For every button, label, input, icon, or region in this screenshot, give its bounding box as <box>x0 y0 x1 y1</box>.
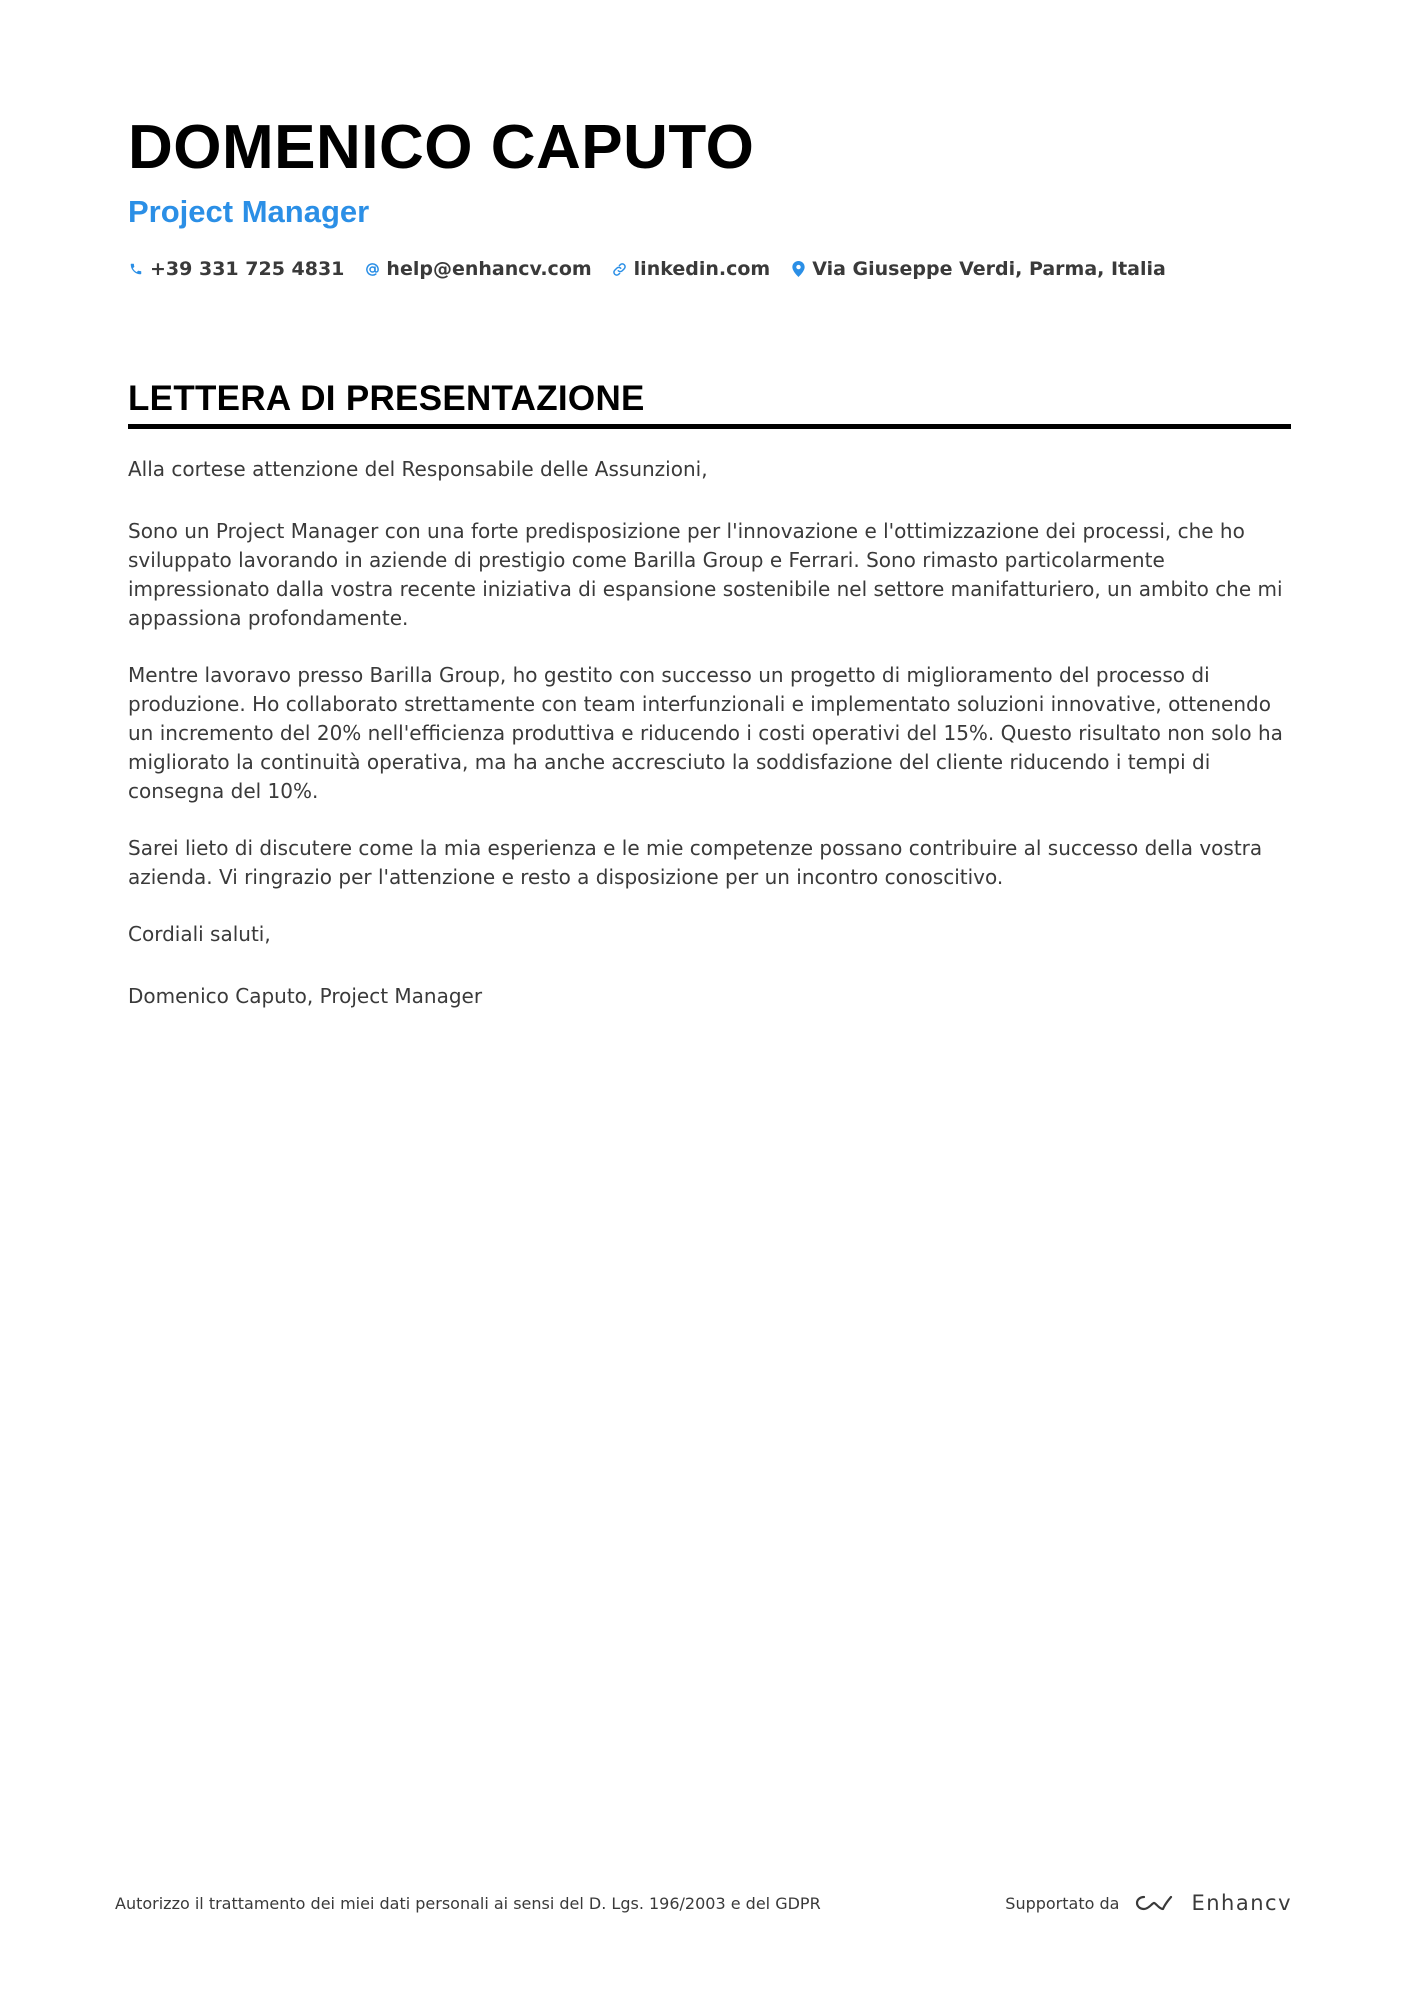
candidate-name: DOMENICO CAPUTO <box>128 113 755 182</box>
section-divider <box>128 424 1291 429</box>
powered-by[interactable] <box>1005 1891 1292 1915</box>
privacy-consent: Autorizzo il trattamento dei miei dati personali ai sensi del D. Lgs. 196/2003 e del GDPR <box>115 1893 821 1913</box>
letter-closing: Cordiali saluti, <box>128 922 271 946</box>
enhancv-logo-icon <box>1131 1891 1177 1915</box>
page-footer <box>115 1891 1292 1915</box>
phone-text: +39 331 725 4831 <box>150 258 345 280</box>
cover-letter-page <box>128 108 1291 1039</box>
phone-icon <box>128 260 144 278</box>
letter-salutation: Alla cortese attenzione del Responsabile delle Assunzioni, <box>128 457 708 481</box>
location-pin-icon <box>790 260 806 278</box>
letter-signature: Domenico Caputo, Project Manager <box>128 984 483 1008</box>
contact-linkedin[interactable] <box>612 258 771 280</box>
linkedin-text: linkedin.com <box>633 258 771 280</box>
link-icon <box>612 260 628 278</box>
candidate-role: Project Manager <box>128 194 370 229</box>
letter-paragraph: Sono un Project Manager con una forte predisposizione per l'innovazione e l'ottimizzazione dei processi, che ho sviluppato lavorando in aziende di prestigio come Barilla Group e Ferrari. Sono rimasto particolarmente impressionato dalla vostra recente iniziativa di espansione sostenibile nel settore manifatturiero, un ambito che mi appassiona profondamente. <box>128 519 1283 630</box>
letter-body <box>128 455 1291 1011</box>
contact-bar <box>128 254 1291 284</box>
powered-by-label: Supportato da <box>1005 1893 1120 1913</box>
section-title: LETTERA DI PRESENTAZIONE <box>128 379 645 418</box>
contact-location <box>790 258 1166 280</box>
email-text: help@enhancv.com <box>386 258 592 280</box>
letter-paragraph: Sarei lieto di discutere come la mia esperienza e le mie competenze possano contribuire al successo della vostra azienda. Vi ringrazio per l'attenzione e resto a disposizione per un incontro conoscitivo. <box>128 836 1263 889</box>
contact-email[interactable] <box>364 258 591 280</box>
at-icon <box>364 260 380 278</box>
contact-phone[interactable] <box>128 258 344 280</box>
enhancv-logo[interactable] <box>1131 1891 1292 1915</box>
location-text: Via Giuseppe Verdi, Parma, Italia <box>812 258 1166 280</box>
letter-paragraph: Mentre lavoravo presso Barilla Group, ho gestito con successo un progetto di miglioramento del processo di produzione. Ho collaborato strettamente con team interfunzionali e implementato soluzioni innovative, ottenendo un incremento del 20% nell'efficienza produttiva e riducendo i costi operativi del 15%. Questo risultato non solo ha migliorato la continuità operativa, ma ha anche accresciuto la soddisfazione del cliente riducendo i tempi di consegna del 10%. <box>128 663 1283 803</box>
enhancv-wordmark: Enhancv <box>1191 1891 1292 1915</box>
